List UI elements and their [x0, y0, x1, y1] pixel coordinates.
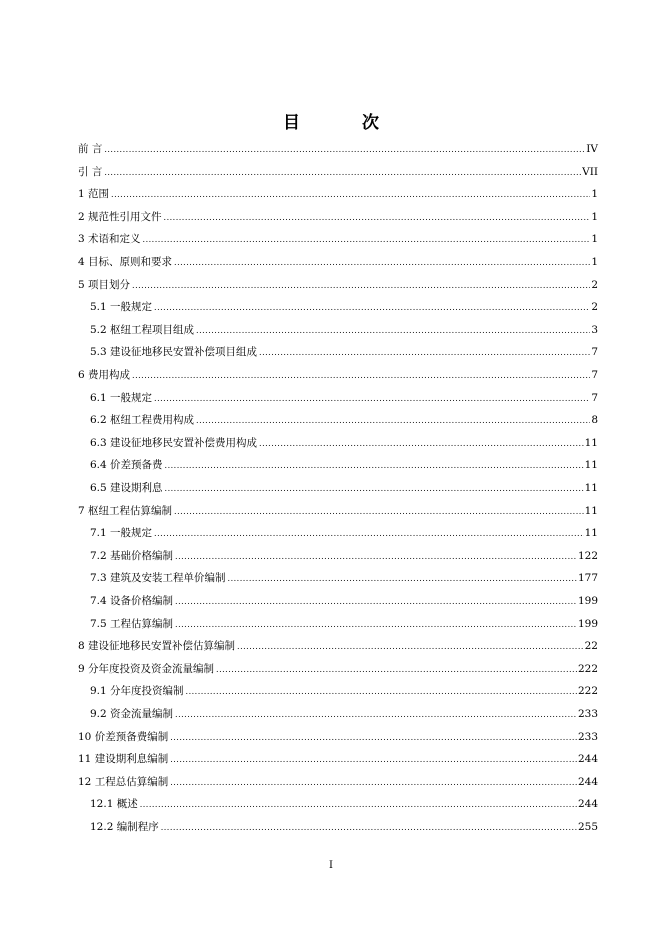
toc-entry[interactable] — [78, 253, 598, 269]
toc-leader-dots — [164, 210, 591, 224]
toc-leader-dots — [170, 730, 577, 744]
toc-entry-page: 1 — [591, 256, 598, 268]
toc-entry-page: 222 — [577, 685, 598, 698]
toc-entry-page: IV — [586, 143, 598, 155]
toc-entry-label: 6.4 价差预备费 — [90, 459, 163, 472]
toc-entry[interactable] — [78, 276, 598, 292]
toc-entry[interactable] — [90, 524, 598, 540]
toc-leader-dots — [259, 436, 584, 450]
toc-leader-dots — [161, 820, 577, 834]
toc-entry-page: 1 — [591, 233, 598, 246]
toc-leader-dots — [154, 526, 584, 540]
toc-entry[interactable] — [78, 208, 598, 224]
toc-leader-dots — [104, 142, 585, 156]
toc-leader-dots — [216, 662, 577, 676]
toc-entry[interactable] — [78, 750, 598, 766]
toc-entry-label: 4 目标、原则和要求 — [78, 256, 173, 268]
toc-entry[interactable] — [78, 728, 598, 744]
toc-entry-page: 11 — [584, 504, 598, 517]
toc-entry-page: 222 — [577, 662, 598, 675]
toc-leader-dots — [175, 617, 577, 631]
toc-leader-dots — [111, 187, 590, 201]
toc-entry-label: 7 枢纽工程估算编制 — [78, 504, 173, 517]
toc-entry-page: 7 — [591, 346, 598, 359]
toc-entry[interactable] — [90, 389, 598, 405]
toc-entry-label: 5 项目划分 — [78, 278, 131, 291]
toc-entry-label: 5.2 枢纽工程项目组成 — [90, 323, 195, 336]
toc-leader-dots — [196, 413, 590, 427]
toc-entry[interactable] — [90, 479, 598, 495]
toc-entry-page: 22 — [584, 640, 598, 653]
toc-leader-dots — [170, 775, 577, 789]
toc-entry-page: 244 — [577, 775, 598, 788]
toc-entry-page: 2 — [591, 278, 598, 291]
toc-entry-page: 7 — [591, 391, 598, 404]
toc-entry-label: 3 术语和定义 — [78, 233, 141, 246]
toc-entry[interactable] — [90, 705, 598, 721]
toc-entry-label: 6.5 建设期利息 — [90, 482, 163, 494]
toc-entry-label: 5.3 建设征地移民安置补偿项目组成 — [90, 346, 258, 359]
toc-entry-page: 199 — [577, 595, 598, 607]
toc-entry-label: 10 价差预备费编制 — [78, 730, 169, 743]
toc-leader-dots — [175, 707, 577, 721]
toc-leader-dots — [237, 639, 584, 653]
toc-entry[interactable] — [78, 366, 598, 382]
toc-entry-label: 7.4 设备价格编制 — [90, 595, 174, 607]
toc-entry[interactable] — [90, 411, 598, 427]
toc-entry[interactable] — [90, 547, 598, 563]
toc-entry-page: 2 — [591, 301, 598, 314]
toc-entry-label: 7.3 建筑及安装工程单价编制 — [90, 572, 226, 585]
toc-entry-label: 5.1 一般规定 — [90, 301, 153, 314]
toc-leader-dots — [259, 345, 590, 359]
toc-entry-label: 1 范围 — [78, 188, 110, 201]
toc-entry-label: 7.2 基础价格编制 — [90, 549, 174, 562]
toc-leader-dots — [170, 752, 577, 766]
toc-entry[interactable] — [90, 321, 598, 337]
toc-entry-label: 12 工程总估算编制 — [78, 775, 169, 788]
toc-entry[interactable] — [90, 592, 598, 608]
toc-entry[interactable] — [90, 343, 598, 359]
toc-entry-page: 7 — [591, 369, 598, 381]
toc-leader-dots — [174, 255, 590, 269]
toc-entry[interactable] — [78, 660, 598, 676]
toc-leader-dots — [165, 458, 584, 472]
toc-entry-page: 255 — [577, 821, 598, 833]
toc-entry-label: 8 建设征地移民安置补偿估算编制 — [78, 640, 236, 653]
toc-entry[interactable] — [90, 615, 598, 631]
toc-leader-dots — [132, 278, 590, 292]
toc-entry-label: 11 建设期利息编制 — [78, 753, 169, 766]
toc-leader-dots — [104, 165, 581, 179]
toc-entry-label: 12.1 概述 — [90, 798, 138, 811]
toc-entry-page: 233 — [577, 708, 598, 720]
toc-entry[interactable] — [90, 298, 598, 314]
toc-entry-label: 9.1 分年度投资编制 — [90, 685, 184, 698]
toc-entry-page: 1 — [591, 210, 598, 223]
toc-entry-label: 6 费用构成 — [78, 369, 131, 381]
toc-entry-page: 1 — [591, 188, 598, 201]
toc-entry[interactable] — [78, 502, 598, 518]
toc-entry-page: 11 — [584, 436, 598, 449]
toc-entry[interactable] — [90, 795, 598, 811]
toc-entry[interactable] — [78, 637, 598, 653]
toc-leader-dots — [228, 571, 577, 585]
toc-leader-dots — [186, 684, 577, 698]
toc-title: 目 次 — [283, 113, 407, 133]
toc-entry-label: 12.2 编制程序 — [90, 821, 159, 833]
toc-leader-dots — [154, 391, 590, 405]
toc-entry[interactable] — [90, 434, 598, 450]
toc-entry[interactable] — [90, 818, 598, 834]
toc-leader-dots — [196, 323, 590, 337]
toc-leader-dots — [175, 549, 577, 563]
toc-entry-page: 11 — [584, 527, 598, 540]
toc-entry-label: 7.5 工程估算编制 — [90, 617, 174, 630]
toc-entry[interactable] — [78, 163, 598, 179]
toc-entry-page: 244 — [577, 798, 598, 811]
toc-entry-page: 244 — [577, 753, 598, 766]
toc-entry[interactable] — [78, 140, 598, 156]
toc-entry-page: 233 — [577, 730, 598, 743]
toc-entry-page: VII — [582, 165, 598, 178]
toc-entry[interactable] — [78, 230, 598, 246]
toc-entry-page: 122 — [577, 549, 598, 562]
toc-entry-page: 11 — [584, 482, 598, 494]
toc-entry-label: 引 言 — [78, 165, 103, 178]
toc-leader-dots — [140, 797, 577, 811]
toc-entry[interactable] — [90, 569, 598, 585]
toc-entry-page: 11 — [584, 459, 598, 472]
toc-entry-page: 177 — [577, 572, 598, 585]
toc-entry-label: 前 言 — [78, 143, 103, 155]
toc-entry-label: 7.1 一般规定 — [90, 527, 153, 540]
toc-entry-label: 6.1 一般规定 — [90, 391, 153, 404]
toc-entry-label: 2 规范性引用文件 — [78, 210, 162, 223]
toc-entry-page: 199 — [577, 617, 598, 630]
toc-leader-dots — [143, 232, 591, 246]
toc-entry-label: 9 分年度投资及资金流量编制 — [78, 662, 215, 675]
page-number: I — [329, 860, 333, 871]
toc-entry[interactable] — [78, 773, 598, 789]
toc-entry[interactable] — [90, 456, 598, 472]
toc-leader-dots — [175, 594, 577, 608]
toc-entry-page: 3 — [591, 323, 598, 336]
toc-entry-label: 6.2 枢纽工程费用构成 — [90, 414, 195, 427]
toc-leader-dots — [154, 300, 590, 314]
toc-entry[interactable] — [78, 185, 598, 201]
toc-entry-page: 8 — [591, 414, 598, 427]
toc-leader-dots — [132, 368, 590, 382]
toc-entry-label: 6.3 建设征地移民安置补偿费用构成 — [90, 436, 258, 449]
toc-entry[interactable] — [90, 682, 598, 698]
toc-leader-dots — [165, 481, 584, 495]
toc-entry-label: 9.2 资金流量编制 — [90, 708, 174, 720]
toc-leader-dots — [174, 504, 584, 518]
